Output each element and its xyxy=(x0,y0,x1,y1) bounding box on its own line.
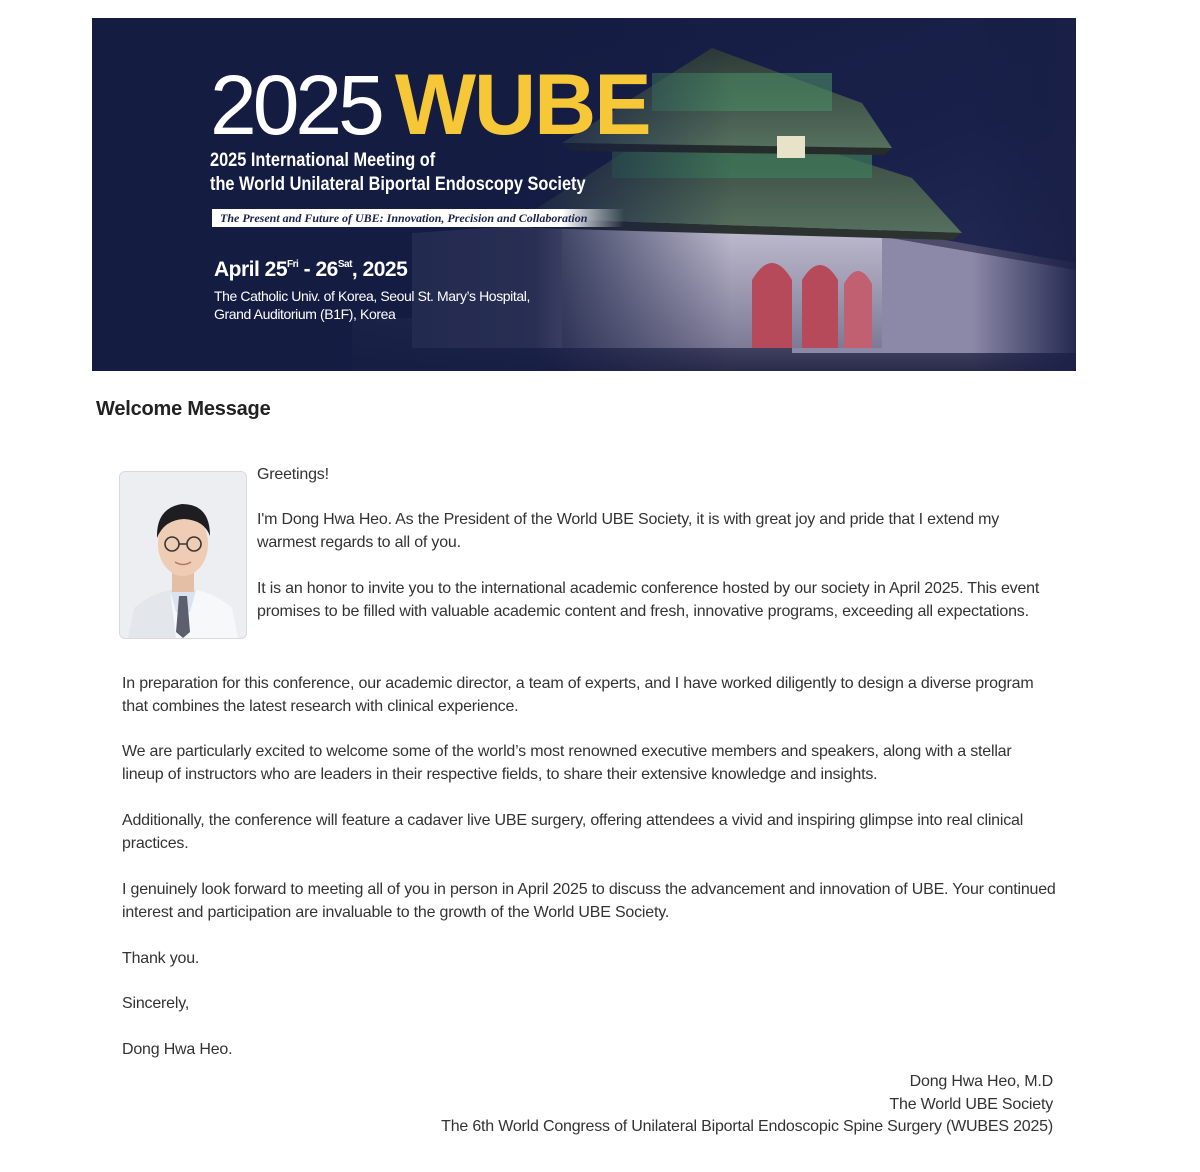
signature-block xyxy=(441,1071,1053,1139)
signature-organization: The World UBE Society xyxy=(889,1095,1053,1113)
banner-title xyxy=(210,57,650,153)
message-paragraph-speakers: We are particularly excited to welcome some of the world’s most renowned executive members and speakers, along with a stellar lineup of instructors who are leaders in their respective fields, to share their extensive knowledge and insights. xyxy=(122,743,1012,783)
sincerely-text: Sincerely, xyxy=(122,995,190,1012)
banner-brand: WUBE xyxy=(394,57,650,153)
venue-line2: Grand Auditorium (B1F), Korea xyxy=(214,306,396,322)
message-paragraph-intro: I'm Dong Hwa Heo. As the President of the World UBE Society, it is with great joy and pride that I extend my warmest regards to all of you. xyxy=(257,511,1000,551)
president-photo xyxy=(119,471,247,639)
date-start: April 25 xyxy=(214,258,288,281)
banner-venue xyxy=(214,287,530,323)
event-banner xyxy=(92,18,1076,371)
message-paragraph-surgery: Additionally, the conference will feature a cadaver live UBE surgery, offering attendees a vivid and inspiring glimpse into real clinical practices. xyxy=(122,812,1024,852)
banner-subtitle xyxy=(210,149,586,197)
date-end-day: Sat xyxy=(337,259,352,270)
signature-event: The 6th World Congress of Unilateral Biportal Endoscopic Spine Surgery (WUBES 2025) xyxy=(441,1118,1053,1135)
date-separator: - 26 xyxy=(298,258,338,281)
banner-year: 2025 xyxy=(210,58,381,152)
signature-name: Dong Hwa Heo, M.D xyxy=(909,1073,1053,1090)
thank-you-text: Thank you. xyxy=(122,950,200,967)
message-paragraph-preparation: In preparation for this conference, our academic director, a team of experts, and I have worked diligently to design a diverse program that combines the latest research with clinical experience. xyxy=(122,675,1034,715)
portrait-image xyxy=(120,472,246,638)
author-name-text: Dong Hwa Heo. xyxy=(122,1041,233,1058)
banner-theme: The Present and Future of UBE: Innovation, Precision and Collaboration xyxy=(212,209,624,227)
date-start-day: Fri xyxy=(287,259,299,270)
banner-date xyxy=(214,258,407,282)
banner-text-block xyxy=(210,18,770,371)
page-title: Welcome Message xyxy=(96,398,271,420)
banner-subtitle-line1: 2025 International Meeting of xyxy=(210,150,436,171)
date-year: , 2025 xyxy=(351,258,408,281)
venue-line1: The Catholic Univ. of Korea, Seoul St. Mary’s Hospital, xyxy=(214,288,530,304)
message-paragraph-invitation: It is an honor to invite you to the international academic conference hosted by our society in April 2025. This event promises to be filled with valuable academic content and fresh, innovative programs, exceeding all expectations. xyxy=(257,580,1040,620)
message-paragraph-closing: I genuinely look forward to meeting all of you in person in April 2025 to discuss the advancement and innovation of UBE. Your continued interest and participation are invaluable to the growth of the World UBE Society. xyxy=(122,881,1056,921)
greeting-text: Greetings! xyxy=(257,466,329,483)
banner-subtitle-line2: the World Unilateral Biportal Endoscopy Society xyxy=(210,174,586,195)
